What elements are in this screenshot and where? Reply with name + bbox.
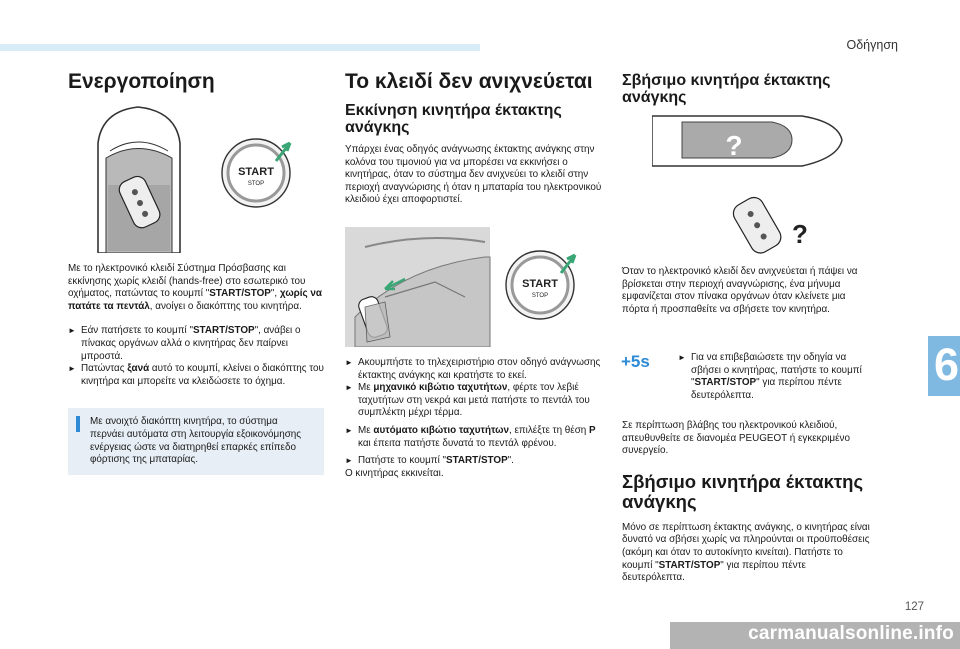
column-key-not-detected xyxy=(345,70,607,207)
question-mark-icon: ? xyxy=(725,130,743,161)
emergency-start-bullet-1: ► Ακουμπήστε το τηλεχειριστήριο στον οδηγό ανάγνωσης έκτακτης ανάγκης και κρατήστε το εκεί. xyxy=(345,357,601,381)
key-not-detected-heading: Το κλειδί δεν ανιχνεύεται xyxy=(345,70,593,93)
emergency-start-bullet-3: ► Με αυτόματο κιβώτιο ταχυτήτων, επιλέξτε τη θέση P και έπειτα πατήστε δυνατά το πεντάλ φρένου. xyxy=(345,424,596,449)
column-emergency-stop-text xyxy=(622,266,870,316)
info-icon xyxy=(76,416,80,432)
figure-car-key-start xyxy=(68,103,324,253)
arrow-bullet-icon: ► xyxy=(345,456,353,466)
column-emergency-stop xyxy=(622,72,870,106)
page-number: 127 xyxy=(904,601,924,613)
stop-label: STOP xyxy=(247,181,265,187)
car-key-start-illustration xyxy=(68,103,324,253)
column-key-not-detected-steps xyxy=(345,357,607,480)
column-activation xyxy=(68,70,324,94)
emergency-stop-paragraph: Μόνο σε περίπτωση έκτακτης ανάγκης, ο κινητήρας είναι δυνατό να σβήσει χωρίς να πληρούνται οι προϋποθέσεις (ακόμη και όταν το αυτοκίνητο κινείται). Πατήστε το κουμπί "START/STOP" για περίπου πέντε δευτερόλεπτα. xyxy=(622,521,870,584)
column-emergency-stop-bottom xyxy=(622,420,870,585)
emergency-start-subheading: Εκκίνηση κινητήρα έκτακτης ανάγκης xyxy=(345,102,562,136)
arrow-bullet-icon: ► xyxy=(345,358,353,367)
activation-paragraph: Με το ηλεκτρονικό κλειδί Σύστημα Πρόσβασης και εκκίνησης χωρίς κλειδί (hands-free) στο εσωτερικό του οχήματος, πατώντας το κουμπί "START/STOP", χωρίς να πατάτε τα πεντάλ, ανοίγει ο διακόπτης του κινητήρα. xyxy=(68,263,322,312)
arrow-bullet-icon: ► xyxy=(68,364,76,374)
emergency-start-paragraph: Υπάρχει ένας οδηγός ανάγνωσης έκτακτης ανάγκης στην κολόνα του τιμονιού για να μπορέσει να εκκινήσει ο κινητήρας, όταν το σύστημα δεν ανιχνεύει το κλειδί στην περιοχή αναγνώρισης ή όταν η μπαταρία του ηλεκτρονικού κλειδιού έχει αποφορτιστεί. xyxy=(345,144,602,206)
header-bar xyxy=(0,44,480,51)
confirm-stop-bullet: ► Για να επιβεβαιώσετε την οδηγία να σβήσει ο κινητήρας, πατήστε το κουμπί "START/STOP" για περίπου πέντε δευτερόλεπτα. xyxy=(678,352,862,401)
column-activation-text xyxy=(68,263,324,475)
steering-reader-illustration xyxy=(345,227,607,347)
emergency-stop-heading-2: Σβήσιμο κινητήρα έκτακτης ανάγκης xyxy=(622,470,864,512)
car-key-missing-illustration xyxy=(652,108,848,256)
key-fault-paragraph: Σε περίπτωση βλάβης του ηλεκτρονικού κλειδιού, απευθυνθείτε σε διανομέα PEUGEOT ή εγκεκριμένο συνεργείο. xyxy=(622,420,850,457)
engine-starts-text: Ο κινητήρας εκκινείται. xyxy=(345,467,444,479)
stop-label: STOP xyxy=(531,293,549,299)
arrow-bullet-icon: ► xyxy=(678,353,686,362)
info-note-text: Με ανοιχτό διακόπτη κινητήρα, το σύστημα περνάει αυτόματα στη λειτουργία εξοικονόμησης ενέργειας ώστε να διατηρηθεί επαρκές επίπεδο φόρτισης της μπαταρίας. xyxy=(90,416,302,466)
activation-bullet-2: ► Πατώντας ξανά αυτό το κουμπί, κλείνει ο διακόπτης του κινητήρα και μπορείτε να κλειδώσετε το όχημα. xyxy=(68,363,324,387)
arrow-bullet-icon: ► xyxy=(68,326,76,336)
key-not-detected-paragraph: Όταν το ηλεκτρονικό κλειδί δεν ανιχνεύεται ή πάψει να βρίσκεται στην περιοχή αναγνώρισης, ένα μήνυμα εμφανίζεται στον πίνακα οργάνων όταν κλείνετε μια πόρτα ή προσπαθείτε να σβήσετε τον κινητήρα. xyxy=(622,266,858,315)
figure-car-key-missing xyxy=(652,108,848,256)
start-label: START xyxy=(522,278,558,290)
emergency-start-bullet-2: ► Με μηχανικό κιβώτιο ταχυτήτων, φέρτε τον λεβιέ ταχυτήτων στη νεκρά και μετά πατήστε το πεντάλ του συμπλέκτη μέχρι τέρμα. xyxy=(345,382,590,419)
watermark-text: carmanualsonline.info xyxy=(748,623,954,644)
key-fob-icon xyxy=(730,194,785,256)
activation-heading: Ενεργοποίηση xyxy=(68,70,215,93)
chapter-number: 6 xyxy=(934,339,960,390)
question-mark-icon: ? xyxy=(792,219,808,249)
emergency-stop-heading: Σβήσιμο κινητήρα έκτακτης ανάγκης xyxy=(622,72,831,106)
arrow-bullet-icon: ► xyxy=(345,383,353,393)
start-label: START xyxy=(238,166,274,178)
emergency-start-bullet-4: ► Πατήστε το κουμπί "START/STOP". xyxy=(345,455,514,467)
five-seconds-icon: +5s xyxy=(621,352,650,371)
section-title: Οδήγηση xyxy=(846,38,898,52)
confirm-stop-block xyxy=(678,352,870,402)
arrow-bullet-icon: ► xyxy=(345,425,353,435)
activation-bullet-1: ► Εάν πατήσετε το κουμπί "START/STOP", ανάβει ο πίνακας οργάνων αλλά ο κινητήρας δεν παίρνει μπροστά. xyxy=(68,325,301,362)
watermark xyxy=(670,622,960,649)
figure-steering-reader xyxy=(345,227,607,347)
info-note xyxy=(68,408,324,474)
chapter-tab xyxy=(928,336,960,396)
